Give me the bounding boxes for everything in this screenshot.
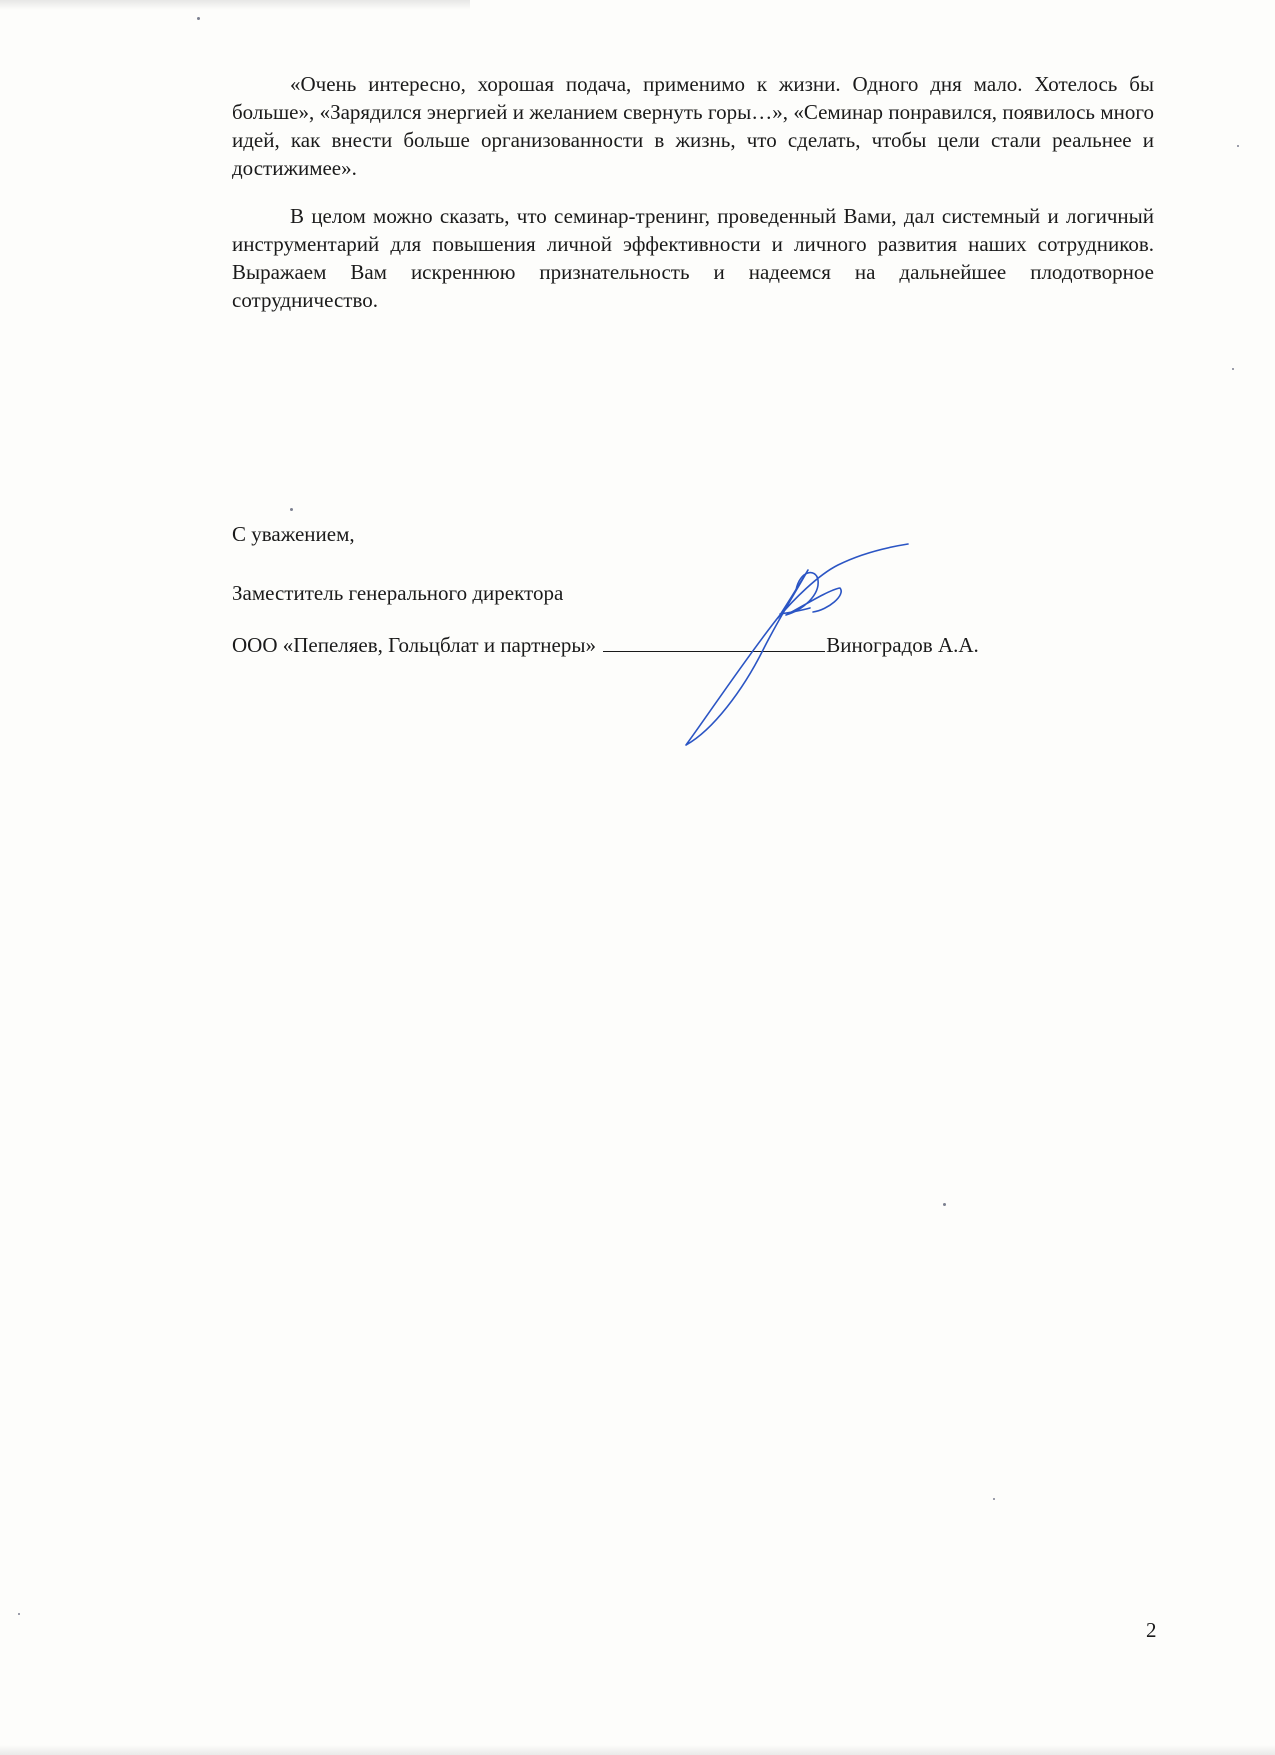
scan-speck [18, 1613, 20, 1615]
page-number: 2 [1146, 1618, 1157, 1642]
scan-speck [197, 17, 200, 20]
scan-speck [1232, 368, 1234, 370]
scan-speck [290, 508, 293, 511]
scan-top-edge [0, 0, 470, 10]
paragraph-conclusion: В целом можно сказать, что семинар-тренинг, проведенный Вами, дал системный и логичный инструментарий для повышения личной эффективности и личного развития наших сотрудников. Выражаем Вам искреннюю признательность и надеемся на дальнейшее плодотворное сотрудничество. [232, 204, 1154, 312]
scan-speck [1237, 145, 1239, 147]
handwritten-signature [668, 540, 918, 755]
signatory-name: Виноградов А.А. [826, 633, 979, 657]
salutation: С уважением, [232, 522, 355, 546]
scan-speck [993, 1498, 995, 1500]
signatory-position: Заместитель генерального директора [232, 581, 564, 605]
paragraph-quotes: «Очень интересно, хорошая подача, применимо к жизни. Одного дня мало. Хотелось бы больше», «Зарядился энергией и желанием свернуть горы…», «Семинар понравился, появилось много идей, как внести больше организованности в жизнь, что сделать, чтобы цели стали реальнее и достижимее». [232, 72, 1154, 180]
letter-body [232, 70, 1154, 334]
company-name: ООО «Пепеляев, Гольцблат и партнеры» [232, 633, 596, 657]
scan-speck [943, 1203, 946, 1206]
scan-bottom-edge [0, 1745, 1275, 1755]
